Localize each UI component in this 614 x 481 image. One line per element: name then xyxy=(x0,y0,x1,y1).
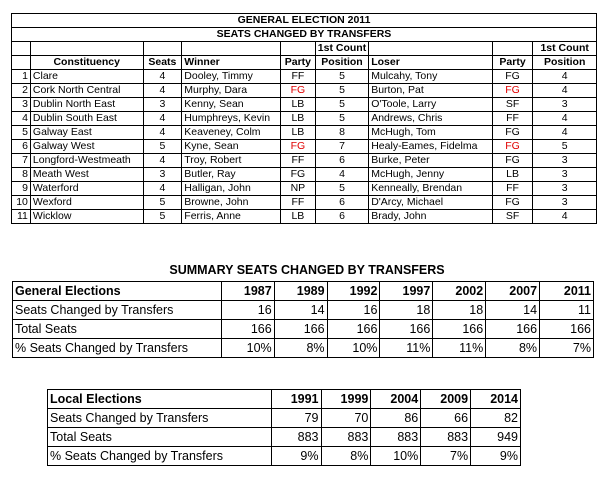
seats-cell: 4 xyxy=(143,126,182,140)
loser-cell: Kenneally, Brendan xyxy=(369,182,493,196)
seats-cell: 5 xyxy=(143,210,182,224)
winner-party-cell: LB xyxy=(280,126,315,140)
value-cell: 86 xyxy=(371,409,421,428)
constituency-cell: Galway West xyxy=(30,140,143,154)
year-header: 1989 xyxy=(274,282,327,301)
row-number: 1 xyxy=(12,70,31,84)
value-cell: 10% xyxy=(371,447,421,466)
loser-position-cell: 4 xyxy=(533,70,597,84)
loser-party-cell: FG xyxy=(492,140,533,154)
winner-position-cell: 6 xyxy=(315,210,368,224)
winner-cell: Browne, John xyxy=(182,196,281,210)
column-header: Seats xyxy=(143,56,182,70)
value-cell: 18 xyxy=(380,301,433,320)
constituency-cell: Meath West xyxy=(30,168,143,182)
loser-position-cell: 4 xyxy=(533,112,597,126)
general-header-row xyxy=(13,282,594,301)
constituency-cell: Dublin North East xyxy=(30,98,143,112)
loser-party-cell: FG xyxy=(492,126,533,140)
column-header: Position xyxy=(315,56,368,70)
value-cell: 14 xyxy=(486,301,540,320)
value-cell: 883 xyxy=(271,428,321,447)
row-number: 7 xyxy=(12,154,31,168)
winner-position-cell: 8 xyxy=(315,126,368,140)
value-cell: 8% xyxy=(321,447,371,466)
winner-position-cell: 5 xyxy=(315,84,368,98)
loser-position-cell: 3 xyxy=(533,196,597,210)
value-cell: 11% xyxy=(380,339,433,358)
loser-party-cell: SF xyxy=(492,210,533,224)
loser-position-cell: 4 xyxy=(533,84,597,98)
column-header: Party xyxy=(280,56,315,70)
value-cell: 11% xyxy=(433,339,486,358)
loser-party-cell: SF xyxy=(492,98,533,112)
table-row xyxy=(13,339,594,358)
value-cell: 166 xyxy=(327,320,380,339)
winner-position-cell: 5 xyxy=(315,182,368,196)
winner-cell: Keaveney, Colm xyxy=(182,126,281,140)
loser-position-cell: 4 xyxy=(533,126,597,140)
value-cell: 79 xyxy=(271,409,321,428)
loser-party-cell: FF xyxy=(492,182,533,196)
row-label: % Seats Changed by Transfers xyxy=(48,447,272,466)
loser-cell: Healy-Eames, Fidelma xyxy=(369,140,493,154)
value-cell: 11 xyxy=(540,301,594,320)
value-cell: 16 xyxy=(221,301,274,320)
summary-title: SUMMARY SEATS CHANGED BY TRANSFERS xyxy=(169,263,445,277)
winner-cell: Kenny, Sean xyxy=(182,98,281,112)
year-header: 2004 xyxy=(371,390,421,409)
row-number: 2 xyxy=(12,84,31,98)
loser-cell: D'Arcy, Michael xyxy=(369,196,493,210)
column-header: Constituency xyxy=(30,56,143,70)
row-number: 10 xyxy=(12,196,31,210)
value-cell: 166 xyxy=(274,320,327,339)
winner-cell: Halligan, John xyxy=(182,182,281,196)
loser-party-cell: FG xyxy=(492,154,533,168)
year-header: 1987 xyxy=(221,282,274,301)
value-cell: 883 xyxy=(421,428,471,447)
value-cell: 14 xyxy=(274,301,327,320)
seats-cell: 4 xyxy=(143,154,182,168)
seats-cell: 4 xyxy=(143,84,182,98)
row-number: 6 xyxy=(12,140,31,154)
year-header: 1991 xyxy=(271,390,321,409)
loser-cell: Burke, Peter xyxy=(369,154,493,168)
row-number: 8 xyxy=(12,168,31,182)
seats-cell: 5 xyxy=(143,140,182,154)
value-cell: 10% xyxy=(221,339,274,358)
column-header: Winner xyxy=(182,56,281,70)
constituency-cell: Wexford xyxy=(30,196,143,210)
winner-party-cell: FG xyxy=(280,168,315,182)
table-row xyxy=(48,447,521,466)
constituency-cell: Clare xyxy=(30,70,143,84)
loser-position-cell: 5 xyxy=(533,140,597,154)
loser-party-cell: FG xyxy=(492,70,533,84)
seats-cell: 5 xyxy=(143,196,182,210)
loser-cell: Brady, John xyxy=(369,210,493,224)
table-row xyxy=(12,112,597,126)
winner-cell: Dooley, Timmy xyxy=(182,70,281,84)
year-header: 1992 xyxy=(327,282,380,301)
row-number: 11 xyxy=(12,210,31,224)
column-header: Position xyxy=(533,56,597,70)
winner-party-cell: LB xyxy=(280,112,315,126)
local-elections-table xyxy=(47,389,521,466)
value-cell: 70 xyxy=(321,409,371,428)
election-subtitle: SEATS CHANGED BY TRANSFERS xyxy=(12,28,597,42)
loser-party-cell: LB xyxy=(492,168,533,182)
loser-position-cell: 3 xyxy=(533,182,597,196)
table-row xyxy=(12,196,597,210)
value-cell: 883 xyxy=(321,428,371,447)
winner-position-cell: 5 xyxy=(315,98,368,112)
value-cell: 8% xyxy=(274,339,327,358)
value-cell: 82 xyxy=(471,409,521,428)
winner-cell: Troy, Robert xyxy=(182,154,281,168)
value-cell: 166 xyxy=(433,320,486,339)
winner-cell: Kyne, Sean xyxy=(182,140,281,154)
row-number: 3 xyxy=(12,98,31,112)
table-row xyxy=(48,409,521,428)
value-cell: 8% xyxy=(486,339,540,358)
loser-party-cell: FG xyxy=(492,84,533,98)
value-cell: 9% xyxy=(471,447,521,466)
table-row xyxy=(12,182,597,196)
winner-party-cell: LB xyxy=(280,98,315,112)
loser-cell: McHugh, Jenny xyxy=(369,168,493,182)
row-number: 5 xyxy=(12,126,31,140)
winner-cell: Humphreys, Kevin xyxy=(182,112,281,126)
constituency-cell: Longford-Westmeath xyxy=(30,154,143,168)
year-header: 1997 xyxy=(380,282,433,301)
row-label: Total Seats xyxy=(48,428,272,447)
table-row xyxy=(12,126,597,140)
general-elections-table xyxy=(12,281,594,358)
table-row xyxy=(12,168,597,182)
constituency-cell: Wicklow xyxy=(30,210,143,224)
seats-cell: 3 xyxy=(143,98,182,112)
winner-position-cell: 4 xyxy=(315,168,368,182)
loser-cell: Andrews, Chris xyxy=(369,112,493,126)
column-header: Party xyxy=(492,56,533,70)
seats-cell: 4 xyxy=(143,70,182,84)
constituency-cell: Galway East xyxy=(30,126,143,140)
loser-cell: Mulcahy, Tony xyxy=(369,70,493,84)
loser-cell: Burton, Pat xyxy=(369,84,493,98)
election-table xyxy=(11,13,597,224)
winner-cell: Ferris, Anne xyxy=(182,210,281,224)
winner-position-cell: 6 xyxy=(315,154,368,168)
value-cell: 7% xyxy=(421,447,471,466)
table-row xyxy=(12,140,597,154)
value-cell: 166 xyxy=(540,320,594,339)
loser-position-cell: 3 xyxy=(533,154,597,168)
value-cell: 7% xyxy=(540,339,594,358)
loser-position-cell: 3 xyxy=(533,98,597,112)
row-number: 4 xyxy=(12,112,31,126)
election-title: GENERAL ELECTION 2011 xyxy=(12,14,597,28)
winner-position-cell: 7 xyxy=(315,140,368,154)
value-cell: 18 xyxy=(433,301,486,320)
loser-cell: O'Toole, Larry xyxy=(369,98,493,112)
table-row xyxy=(12,210,597,224)
seats-cell: 4 xyxy=(143,112,182,126)
value-cell: 166 xyxy=(221,320,274,339)
winner-party-cell: NP xyxy=(280,182,315,196)
loser-party-cell: FG xyxy=(492,196,533,210)
header-row xyxy=(12,56,597,70)
loser-cell: McHugh, Tom xyxy=(369,126,493,140)
year-header: 2014 xyxy=(471,390,521,409)
local-header: Local Elections xyxy=(48,390,272,409)
year-header: 1999 xyxy=(321,390,371,409)
table-row xyxy=(12,84,597,98)
winner-party-cell: LB xyxy=(280,210,315,224)
constituency-cell: Cork North Central xyxy=(30,84,143,98)
year-header: 2009 xyxy=(421,390,471,409)
general-header: General Elections xyxy=(13,282,222,301)
header-top-row xyxy=(12,42,597,56)
seats-cell: 3 xyxy=(143,168,182,182)
constituency-cell: Waterford xyxy=(30,182,143,196)
row-label: Seats Changed by Transfers xyxy=(13,301,222,320)
row-number: 9 xyxy=(12,182,31,196)
row-label: % Seats Changed by Transfers xyxy=(13,339,222,358)
row-label: Total Seats xyxy=(13,320,222,339)
value-cell: 166 xyxy=(380,320,433,339)
table-row xyxy=(13,301,594,320)
value-cell: 16 xyxy=(327,301,380,320)
row-label: Seats Changed by Transfers xyxy=(48,409,272,428)
value-cell: 949 xyxy=(471,428,521,447)
winner-position-cell: 5 xyxy=(315,70,368,84)
seats-cell: 4 xyxy=(143,182,182,196)
first-count-header: 1st Count xyxy=(315,42,368,56)
constituency-cell: Dublin South East xyxy=(30,112,143,126)
winner-party-cell: FG xyxy=(280,140,315,154)
year-header: 2002 xyxy=(433,282,486,301)
winner-party-cell: FF xyxy=(280,196,315,210)
loser-position-cell: 4 xyxy=(533,210,597,224)
winner-position-cell: 6 xyxy=(315,196,368,210)
value-cell: 10% xyxy=(327,339,380,358)
winner-cell: Butler, Ray xyxy=(182,168,281,182)
year-header: 2011 xyxy=(540,282,594,301)
table-row xyxy=(12,70,597,84)
local-header-row xyxy=(48,390,521,409)
value-cell: 66 xyxy=(421,409,471,428)
winner-party-cell: FF xyxy=(280,70,315,84)
loser-position-cell: 3 xyxy=(533,168,597,182)
table-row xyxy=(12,154,597,168)
loser-party-cell: FF xyxy=(492,112,533,126)
winner-party-cell: FG xyxy=(280,84,315,98)
table-row xyxy=(12,98,597,112)
winner-position-cell: 5 xyxy=(315,112,368,126)
value-cell: 166 xyxy=(486,320,540,339)
value-cell: 883 xyxy=(371,428,421,447)
first-count-header: 1st Count xyxy=(533,42,597,56)
table-row xyxy=(48,428,521,447)
winner-cell: Murphy, Dara xyxy=(182,84,281,98)
table-row xyxy=(13,320,594,339)
year-header: 2007 xyxy=(486,282,540,301)
value-cell: 9% xyxy=(271,447,321,466)
column-header: Loser xyxy=(369,56,493,70)
winner-party-cell: FF xyxy=(280,154,315,168)
